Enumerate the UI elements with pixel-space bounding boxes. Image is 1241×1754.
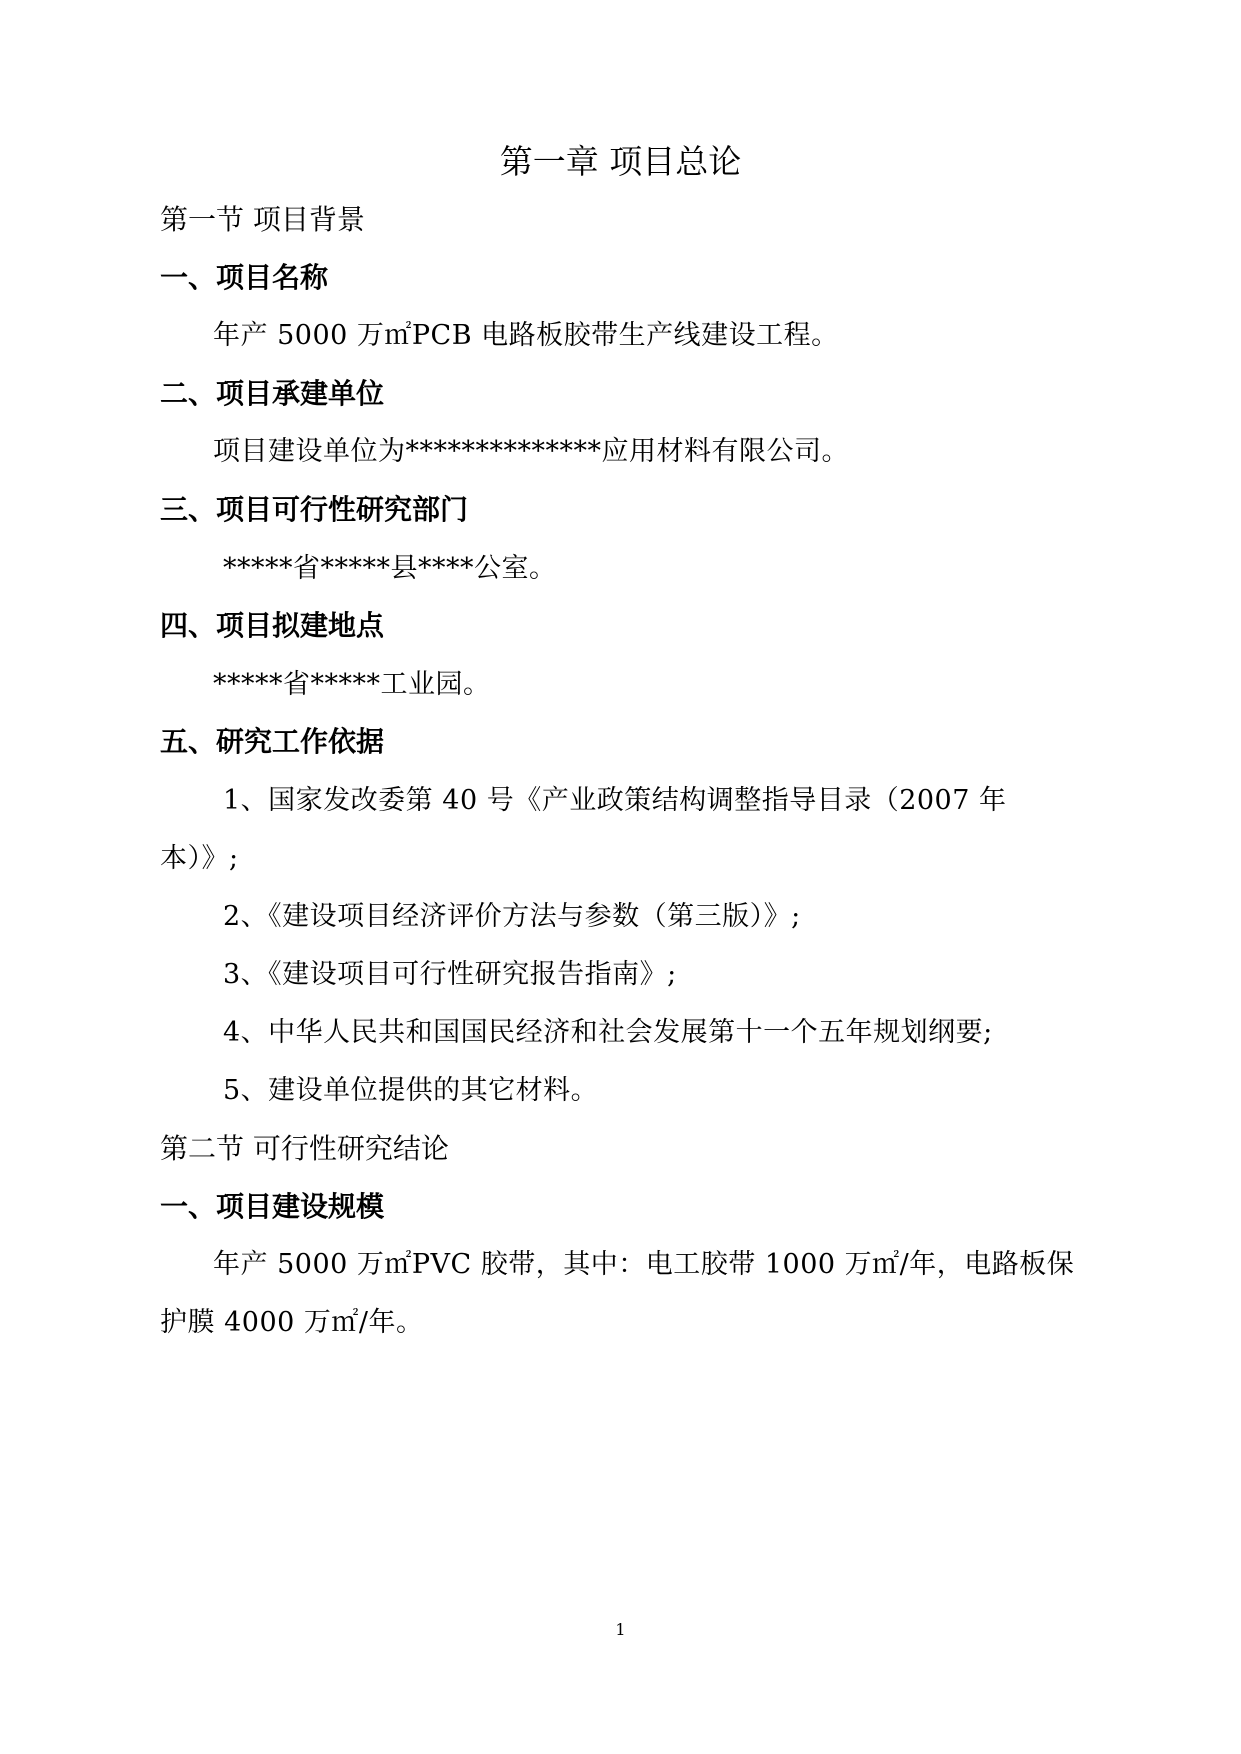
section-title: 第一节 项目背景 (160, 203, 365, 236)
item-heading: 一、项目名称 (160, 261, 329, 294)
page-number: 1 (615, 1620, 626, 1639)
body-text: 1、国家发改委第 40 号《产业政策结构调整指导目录（2007 年 (223, 785, 1007, 816)
body-text: 5、建设单位提供的其它材料。 (223, 1075, 599, 1106)
body-text: 护膜 4000 万㎡/年。 (160, 1307, 424, 1338)
body-text: 3、《建设项目可行性研究报告指南》; (223, 959, 677, 990)
item-heading: 一、项目建设规模 (160, 1190, 385, 1223)
body-text: 项目建设单位为**************应用材料有限公司。 (213, 436, 849, 467)
body-text: 本）》; (160, 843, 239, 874)
chapter-title: 第一章 项目总论 (499, 142, 742, 181)
item-heading: 三、项目可行性研究部门 (160, 493, 469, 526)
body-text: *****省*****工业园。 (213, 669, 491, 700)
body-text: 年产 5000 万㎡PCB 电路板胶带生产线建设工程。 (213, 320, 839, 351)
item-heading: 五、研究工作依据 (160, 725, 385, 758)
section-title: 第二节 可行性研究结论 (160, 1132, 449, 1165)
item-heading: 二、项目承建单位 (160, 377, 385, 410)
body-text: *****省*****县****公室。 (223, 553, 557, 584)
body-text: 4、中华人民共和国国民经济和社会发展第十一个五年规划纲要; (223, 1017, 993, 1048)
item-heading: 四、项目拟建地点 (160, 609, 385, 642)
body-text: 2、《建设项目经济评价方法与参数（第三版）》; (223, 901, 801, 932)
body-text: 年产 5000 万㎡PVC 胶带，其中：电工胶带 1000 万㎡/年，电路板保 (213, 1249, 1075, 1280)
